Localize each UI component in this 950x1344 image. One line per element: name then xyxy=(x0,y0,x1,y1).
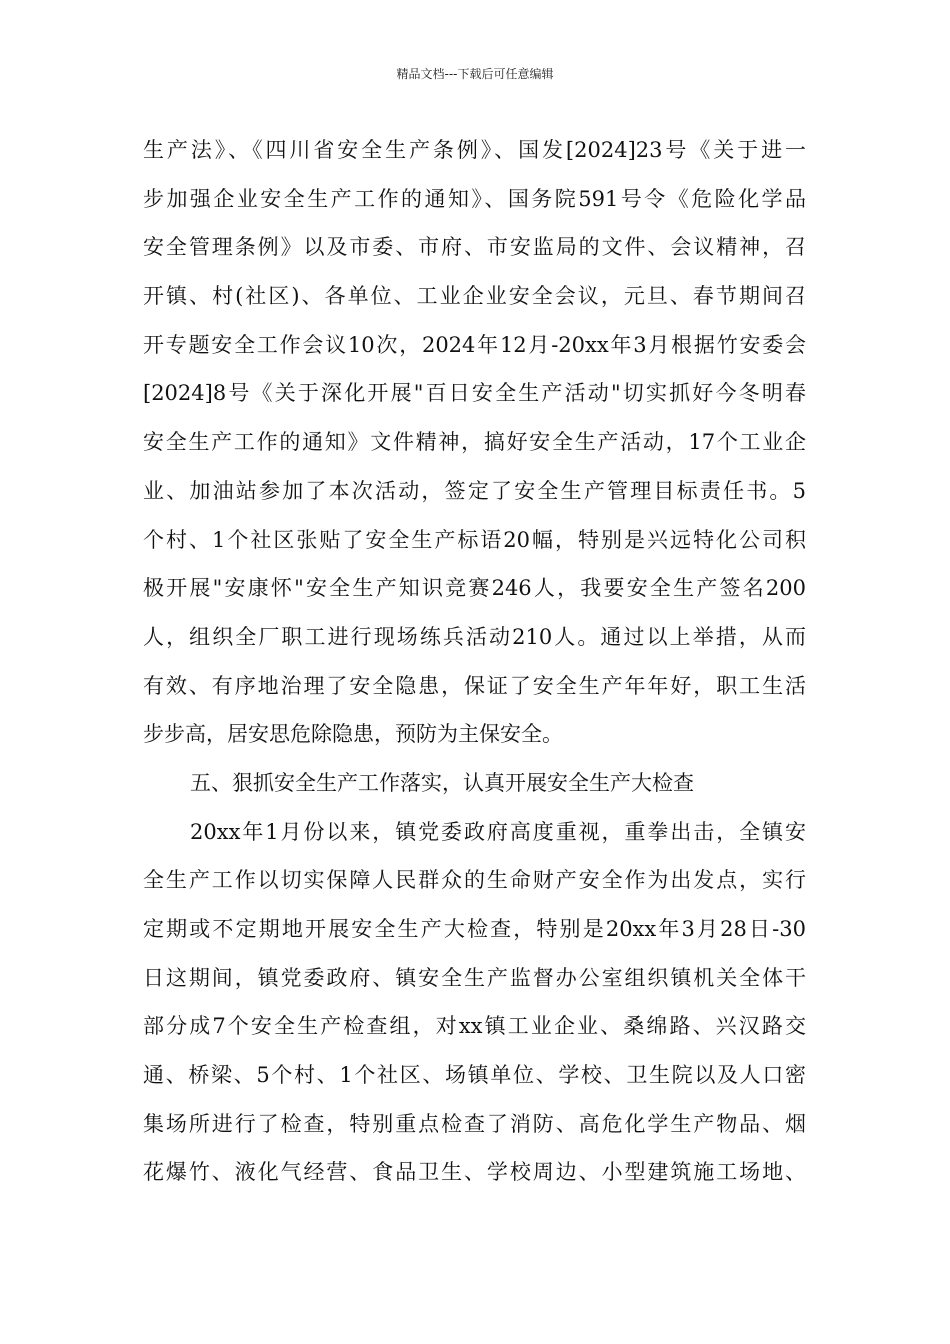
section-heading: 五、狠抓安全生产工作落实，认真开展安全生产大检查 xyxy=(190,770,694,795)
body-line: 开专题安全工作会议10次，2024年12月-20xx年3月根据竹安委会 xyxy=(143,332,806,357)
body-line: 生产法》、《四川省安全生产条例》、国发[2024]23号《关于进一 xyxy=(143,138,806,162)
body-line: 极开展"安康怀"安全生产知识竞赛246人，我要安全生产签名200 xyxy=(143,576,806,601)
body-line: 通、桥梁、5个村、1个社区、场镇单位、学校、卫生院以及人口密 xyxy=(143,1063,806,1088)
body-line: 定期或不定期地开展安全生产大检查，特别是20xx年3月28日-30 xyxy=(143,917,806,941)
body-line: 全生产工作以切实保障人民群众的生命财产安全作为出发点，实行 xyxy=(143,868,806,893)
body-line: 步加强企业安全生产工作的通知》、国务院591号令《危险化学品 xyxy=(143,186,806,211)
body-line: 有效、有序地治理了安全隐患，保证了安全生产年年好，职工生活 xyxy=(143,673,806,698)
body-line: 花爆竹、液化气经营、食品卫生、学校周边、小型建筑施工场地、 xyxy=(143,1160,806,1185)
body-line: 日这期间，镇党委政府、镇安全生产监督办公室组织镇机关全体干 xyxy=(143,965,806,990)
body-line: 业、加油站参加了本次活动，签定了安全生产管理目标责任书。5 xyxy=(143,478,806,503)
body-line: 集场所进行了检查，特别重点检查了消防、高危化学生产物品、烟 xyxy=(143,1111,806,1136)
body-line: 安全生产工作的通知》文件精神，搞好安全生产活动，17个工业企 xyxy=(143,430,806,455)
body-line-paragraph-start: 20xx年1月份以来，镇党委政府高度重视，重拳出击，全镇安 xyxy=(190,819,806,844)
body-line-paragraph-end: 步步高，居安思危除隐患，预防为主保安全。 xyxy=(143,722,563,747)
body-line: 人，组织全厂职工进行现场练兵活动210人。通过以上举措，从而 xyxy=(143,624,806,649)
body-line: 开镇、村(社区)、各单位、工业企业安全会议，元旦、春节期间召 xyxy=(143,284,806,309)
page-header: 精品文档---下载后可任意编辑 xyxy=(396,67,554,81)
body-line: 个村、1个社区张贴了安全生产标语20幅，特别是兴远特化公司积 xyxy=(143,527,806,552)
body-line: 部分成7个安全生产检查组，对xx镇工业企业、桑绵路、兴汉路交 xyxy=(143,1014,806,1039)
body-line: 安全管理条例》以及市委、市府、市安监局的文件、会议精神，召 xyxy=(143,235,806,260)
document-body xyxy=(143,126,806,1197)
body-line: [2024]8号《关于深化开展"百日安全生产活动"切实抓好今冬明春 xyxy=(143,381,806,406)
